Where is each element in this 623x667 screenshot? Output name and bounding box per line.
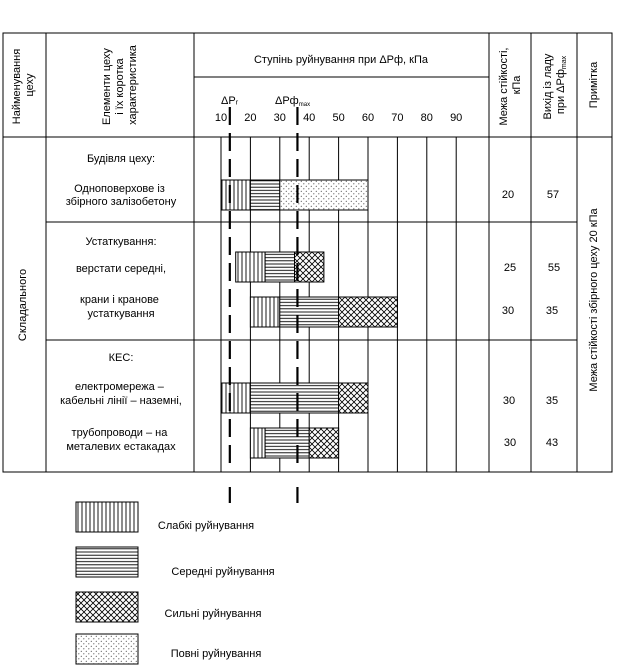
group-title-kes: КЕС: — [108, 352, 134, 364]
header-limit-line-1: Межа стійкості, — [498, 47, 510, 126]
header-failure-line-2: при ΔРф — [555, 69, 567, 115]
legend — [76, 502, 275, 664]
note-text: Межа стійкості збірного цеху 20 кПа — [588, 208, 600, 392]
tick-label-80: 80 — [420, 112, 433, 124]
bar-row5-segment-horizontal — [265, 428, 309, 458]
marker-dpf-text: ΔРф — [275, 95, 299, 107]
limit-value-1: 20 — [501, 189, 515, 201]
bar-row5-segment-crosshatch — [309, 428, 338, 458]
header-note: Примітка — [588, 61, 600, 109]
failure-value-5: 43 — [545, 437, 559, 449]
marker-dp-label: ΔРᵣ — [221, 95, 239, 107]
failure-value-3: 35 — [545, 305, 559, 317]
limit-value-2: 25 — [503, 262, 517, 274]
legend-label-weak: Слабкі руйнування — [157, 520, 255, 532]
header-failure-line-1: Вихід із ладу — [542, 53, 554, 120]
tick-label-40: 40 — [303, 112, 316, 124]
limit-value-3: 30 — [501, 305, 515, 317]
header-workshop-line-2: цеху — [24, 73, 36, 97]
failure-value-2: 55 — [547, 262, 561, 274]
row-label-5 — [66, 427, 176, 453]
row-label-5-line-2: металевих естакадах — [66, 441, 176, 453]
row-label-2-line-1: верстати середні, — [75, 263, 167, 275]
bar-row2-segment-vertical — [236, 252, 265, 282]
bar-row1-segment-vertical — [221, 180, 250, 210]
bar-row4-segment-horizontal — [250, 383, 338, 413]
marker-dpf-label — [275, 95, 310, 108]
bar-row5-segment-vertical — [250, 428, 265, 458]
bar-row2-segment-horizontal — [265, 252, 294, 282]
row-label-3-line-1: крани і кранове — [80, 294, 159, 306]
bar-row3-segment-horizontal — [280, 297, 339, 327]
row-label-3 — [80, 294, 162, 320]
header-limit-line-2: кПа — [511, 75, 523, 95]
header-elements — [101, 44, 139, 125]
bar-row4-segment-crosshatch — [339, 383, 368, 413]
bar-row1-segment-horizontal — [250, 180, 279, 210]
header-failure — [542, 51, 568, 120]
header-workshop-name — [11, 46, 36, 124]
row-label-1-line-2: збірного залізобетону — [65, 196, 177, 208]
row-label-4-line-2: кабельні лінії – наземні, — [60, 395, 182, 407]
row-label-1-line-1: Одноповерхове із — [74, 183, 165, 195]
header-elements-line-2: і їх коротка — [114, 58, 126, 115]
legend-label-complete: Повні руйнування — [170, 648, 262, 660]
row-label-5-line-1: трубопроводи – на — [71, 427, 168, 439]
row-label-4 — [60, 381, 182, 407]
workshop-name: Складального — [17, 268, 29, 342]
marker-dpf-subscript: max — [298, 102, 311, 108]
header-failure-subscript: max — [561, 55, 568, 70]
row-label-1 — [66, 183, 177, 208]
tick-label-70: 70 — [391, 112, 404, 124]
failure-value-1: 57 — [546, 189, 560, 201]
failure-value-4: 35 — [545, 395, 559, 407]
tick-label-10: 10 — [214, 112, 228, 124]
legend-label-strong: Сильні руйнування — [164, 608, 262, 620]
bar-row3-segment-vertical — [250, 297, 279, 327]
row-label-2 — [76, 263, 166, 275]
tick-label-90: 90 — [450, 112, 463, 124]
limit-value-5: 30 — [503, 437, 517, 449]
group-title-building: Будівля цеху: — [86, 153, 156, 165]
bar-row2-segment-crosshatch — [295, 252, 324, 282]
header-elements-line-3: характеристика — [127, 45, 139, 125]
chart-title: Ступінь руйнування при ΔРф, кПа — [253, 54, 429, 66]
tick-label-50: 50 — [332, 112, 345, 124]
bar-row3-segment-crosshatch — [339, 297, 398, 327]
x-axis-ticks — [215, 112, 462, 472]
legend-swatch-strong — [76, 592, 138, 622]
legend-swatch-weak — [76, 502, 138, 532]
header-limit — [498, 44, 523, 125]
header-workshop-line-1: Найменування — [11, 48, 23, 125]
limit-value-4: 30 — [502, 395, 516, 407]
legend-swatch-medium — [76, 547, 138, 577]
legend-swatch-complete — [76, 634, 138, 664]
tick-label-30: 30 — [273, 112, 286, 124]
row-label-4-line-1: електромережа – — [74, 381, 164, 393]
legend-label-medium: Середні руйнування — [171, 566, 275, 578]
tick-label-60: 60 — [361, 112, 375, 124]
row-label-3-line-2: устаткування — [87, 308, 155, 320]
tick-label-20: 20 — [244, 112, 257, 124]
header-elements-line-1: Елементи цеху — [101, 48, 113, 125]
group-title-equipment: Устаткування: — [85, 236, 157, 248]
bar-row1-segment-dots — [280, 180, 368, 210]
bar-row4-segment-vertical — [221, 383, 250, 413]
